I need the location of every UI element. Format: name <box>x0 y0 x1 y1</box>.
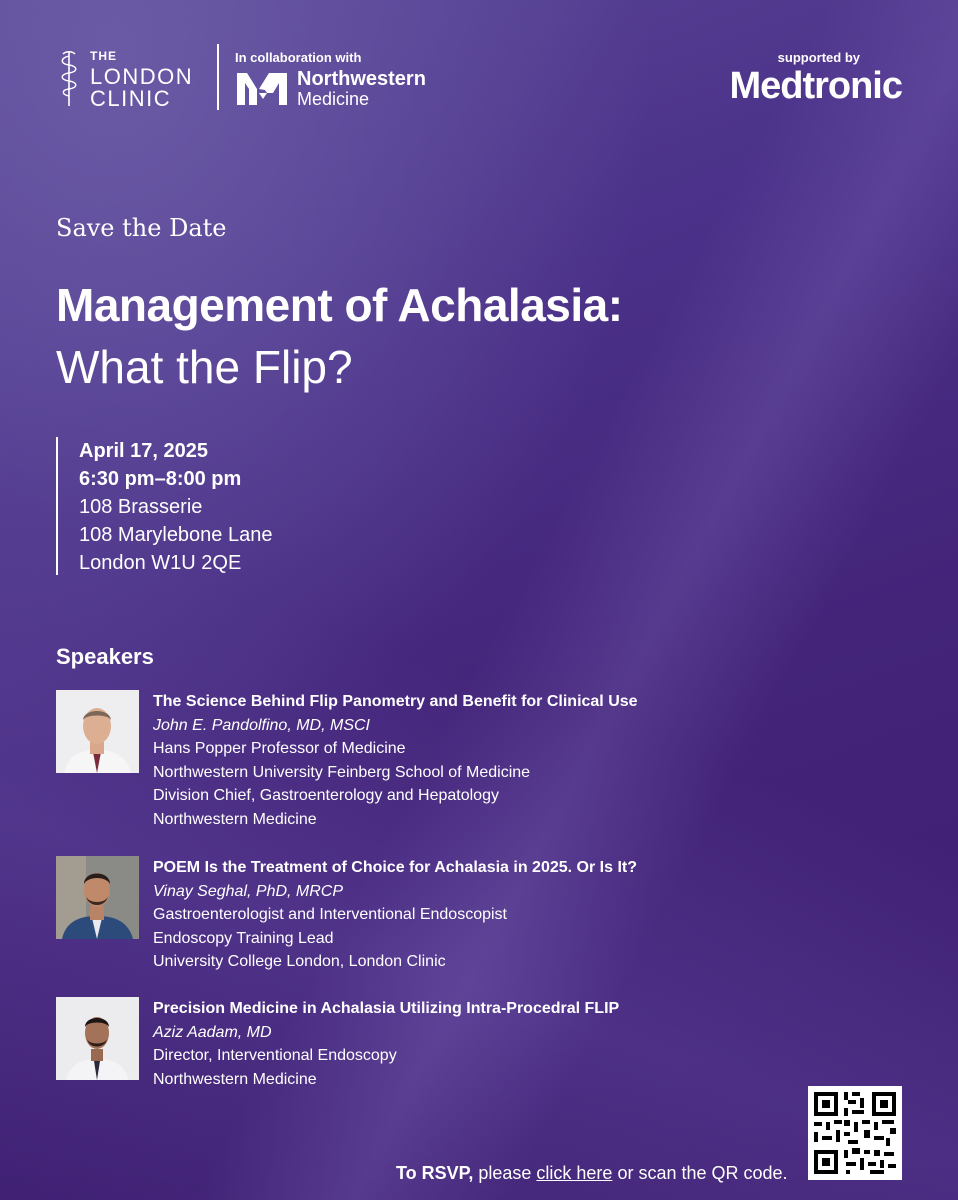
speaker-role: Northwestern University Feinberg School of Medicine <box>153 763 531 781</box>
speaker-role: Gastroenterologist and Interventional Endoscopist <box>153 906 507 923</box>
logo-the: THE <box>90 49 117 63</box>
speaker-card <box>56 690 638 831</box>
speaker-talk-title: Precision Medicine in Achalasia Utilizing Intra-Procedral FLIP <box>153 1000 620 1017</box>
supported-by-label: supported by <box>777 50 860 65</box>
speaker-role: Northwestern Medicine <box>153 1070 317 1088</box>
event-city: London W1U 2QE <box>79 552 242 574</box>
nm-monogram-icon <box>235 71 289 107</box>
logo-divider <box>217 44 219 110</box>
rsvp-lead: To RSVP, <box>396 1163 474 1183</box>
speaker-photo <box>56 997 139 1080</box>
rsvp-mid: please <box>473 1163 537 1183</box>
event-time: 6:30 pm–8:00 pm <box>79 468 242 490</box>
medicine-word: Medicine <box>297 89 370 109</box>
rsvp-tail: or scan the QR code. <box>612 1163 788 1183</box>
northwestern-word: Northwestern <box>297 68 426 90</box>
speaker-name: Aziz Aadam, MD <box>153 1023 272 1041</box>
speaker-role: University College London, London Clinic <box>153 953 446 970</box>
collaboration-label: In collaboration with <box>235 50 362 65</box>
qr-code[interactable] <box>808 1086 902 1180</box>
sponsor-block <box>729 50 902 108</box>
event-details <box>56 437 272 575</box>
event-venue: 108 Brasserie <box>79 496 203 518</box>
speaker-card <box>56 997 619 1091</box>
rsvp-line <box>396 1163 788 1184</box>
event-title: Management of Achalasia: <box>56 279 623 331</box>
event-street: 108 Marylebone Lane <box>79 524 273 546</box>
event-date: April 17, 2025 <box>79 440 208 462</box>
speaker-name: John E. Pandolfino, MD, MSCI <box>153 716 370 734</box>
speaker-card <box>56 856 637 974</box>
medtronic-logo: Medtronic <box>729 65 902 107</box>
speakers-heading: Speakers <box>56 644 154 669</box>
speaker-name: Vinay Seghal, PhD, MRCP <box>153 882 344 900</box>
event-subtitle: What the Flip? <box>56 341 353 393</box>
logo-london: LONDON <box>90 64 194 89</box>
speaker-photo <box>56 856 139 939</box>
speaker-role: Director, Interventional Endoscopy <box>153 1047 397 1064</box>
speaker-role: Hans Popper Professor of Medicine <box>153 740 406 757</box>
save-the-date: Save the Date <box>56 214 227 242</box>
speaker-talk-title: POEM Is the Treatment of Choice for Achalasia in 2025. Or Is It? <box>153 859 637 876</box>
speaker-photo <box>56 690 139 773</box>
rod-of-asclepius-icon <box>56 50 82 108</box>
speaker-role: Division Chief, Gastroenterology and Hepatology <box>153 787 499 804</box>
northwestern-medicine-logo <box>235 50 426 109</box>
london-clinic-logo <box>56 50 193 110</box>
speaker-role: Endoscopy Training Lead <box>153 929 334 947</box>
rsvp-click-here-link[interactable]: click here <box>536 1163 613 1183</box>
speaker-talk-title: The Science Behind Flip Panometry and Benefit for Clinical Use <box>153 693 638 710</box>
speaker-role: Northwestern Medicine <box>153 810 317 828</box>
logo-clinic: CLINIC <box>90 86 172 111</box>
